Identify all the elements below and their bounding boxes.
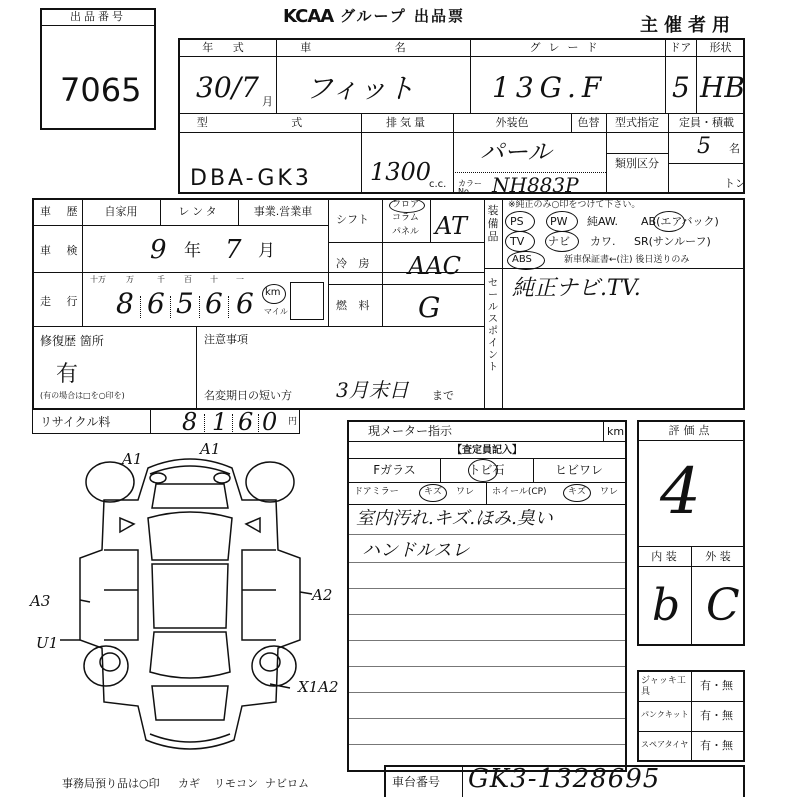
inspector-item-crack: ヒビワレ [554,463,603,477]
displacement-unit: c.c. [429,179,447,190]
ab-circle [653,211,685,232]
transfer-value: 3月末日 [336,378,409,402]
lot-number-box [40,8,156,130]
divider [691,670,692,762]
divider [178,56,745,57]
wheel-scratch-circle [563,484,591,502]
sales-point-label: セールスポイント [488,278,498,373]
divider [199,296,200,318]
divider [637,440,745,441]
inspection-label: 車 検 [40,244,84,257]
damage-mark: A2 [312,586,333,604]
chassis-value: GK3-1328695 [468,764,661,794]
model-value: DBA-GK3 [190,166,312,191]
capacity-unit: 名 [729,142,740,155]
mileage-digit: 6 [147,287,165,320]
divider [637,701,745,702]
sales-point-value: 純正ナビ.TV. [512,276,641,301]
equipment-leather[interactable]: カワ. [590,235,616,248]
exterior-value: C [706,580,740,631]
tool-spare-label: スペアタイヤ [641,740,689,749]
meter-label: 現メーター指示 [368,424,453,438]
car-name-value: フィット [305,72,415,105]
repair-label: 修復歴 箇所 [40,334,104,348]
divider [606,153,668,154]
divider [349,504,625,505]
displacement-label: 排気量 [386,116,428,129]
fuel-value: G [418,291,441,324]
divider [637,731,745,732]
abs-circle [507,251,545,270]
note-line [349,744,625,745]
mirror-scratch: キズ [424,487,442,497]
equipment-aw[interactable]: 純AW. [587,215,619,228]
mileage-label: 走 行 [40,295,84,308]
divider [328,198,329,326]
note-line [349,692,625,693]
equipment-navi[interactable]: ナビ [548,235,570,248]
divider [150,410,151,434]
load-unit: トン [724,177,746,190]
mileage-unit-10k: 万 [126,275,134,284]
caution-label: 注意事項 [204,333,248,346]
type-designation-label: 型式指定 [615,116,659,129]
door-label: ドア [669,41,692,54]
wheel-scratch: キズ [568,487,586,497]
organizer-label: 主催者用 [640,15,736,36]
interior-label: 内 装 [651,550,677,563]
year-value: 30/7 [196,71,259,104]
shift-label: シフト [336,213,369,226]
tool-jack-label: ジャッキ工具 [641,676,686,697]
history-option-rental[interactable]: レンタ [178,205,220,218]
tool-jack-value[interactable]: 有・無 [700,679,733,692]
group-logo: KCAA [283,6,334,27]
history-option-private[interactable]: 自家用 [104,205,138,218]
damage-mark: U1 [36,634,59,652]
divider [232,414,233,432]
divider [32,326,484,327]
divider [228,296,229,318]
shift-option-panel[interactable]: パネル [392,227,420,237]
equipment-note: ※純正のみ○印をつけて下さい。 [508,200,641,210]
capacity-value: 5 [697,134,711,159]
transfer-suffix: まで [432,389,454,402]
pw-circle [546,211,578,232]
color-value: パール [480,138,552,166]
transfer-label: 名変期日の短い方 [204,389,292,402]
model-label: 型 式 [196,116,343,129]
mile-label: マイル [264,307,288,316]
equipment-pw[interactable]: PW [550,215,568,228]
office-item-remote: リモコン [214,777,258,790]
shift-option-floor[interactable]: フロア [392,200,420,210]
mileage-unit-100k: 十万 [90,275,106,284]
equipment-abs[interactable]: ABS [512,254,532,265]
shape-value: HB [700,71,745,104]
office-note: 事務局預り品は○印 [62,777,160,790]
recycle-digit: 0 [262,408,278,436]
mileage-unit-1: 一 [236,275,244,284]
inspector-item-glass: Fガラス [373,463,416,477]
divider [430,198,431,242]
inspector-title: 【査定員記入】 [452,445,522,456]
divider [170,296,171,318]
mirror-label: ドアミラー [354,487,399,497]
equipment-ab[interactable]: AB(エアバック) [641,215,719,228]
shape-label: 形状 [709,41,732,54]
divider [347,441,627,442]
divider [140,296,141,318]
score-value: 4 [660,455,701,529]
equipment-ps[interactable]: PS [510,215,524,228]
mileage-digit: 5 [176,287,194,320]
recycle-digit: 8 [182,408,198,436]
tool-puncture-value[interactable]: 有・無 [700,709,733,722]
divider [603,420,604,441]
lot-label: 出品番号 [70,10,126,23]
km-label: km [265,287,281,298]
divider [502,198,503,410]
office-item-key: カギ [178,777,200,790]
note-line [349,718,625,719]
inspection-month-unit: 月 [258,241,275,261]
divider [196,326,197,410]
inspection-year: 9 [150,235,167,265]
grade-value: 13G.F [492,71,608,104]
door-value: 5 [672,71,690,104]
shift-floor-circle [389,198,425,213]
interior-value: b [652,580,681,631]
inspection-year-unit: 年 [184,241,201,261]
equipment-label: 装備品 [487,204,499,243]
color-no-value: NH883P [492,173,579,197]
repair-value: 有 [56,362,79,387]
note-line [349,666,625,667]
navi-circle [545,231,579,252]
inspector-item-chip: トビ石 [468,463,505,477]
tv-circle [505,231,535,252]
mileage-unit-1k: 千 [157,275,165,284]
wheel-label: ホイール(CP) [492,487,547,497]
note-line [349,534,625,535]
inspection-month: 7 [225,235,242,265]
wheel-crack: ワレ [600,487,619,497]
divider [258,414,259,432]
recycle-digit: 6 [238,408,254,436]
car-name-label: 車 名 [300,41,446,54]
shift-option-column[interactable]: コラム [392,213,419,223]
mirror-scratch-circle [419,484,447,502]
mileage-digit: 8 [116,287,134,320]
divider [328,284,484,285]
mirror-crack: ワレ [456,487,475,497]
office-item-navirom: ナビロム [265,777,309,790]
mileage-unit-10: 十 [210,275,218,284]
lot-number: 7065 [60,71,142,109]
equipment-warranty[interactable]: 新車保証書←(注) 後日送りのみ [564,255,690,265]
divider [462,765,463,797]
divider [668,163,745,164]
year-label: 年 式 [202,41,252,54]
divider [32,225,328,226]
score-label: 評価点 [668,424,714,437]
note-line [349,562,625,563]
tool-spare-value[interactable]: 有・無 [700,739,733,752]
divider [40,25,156,26]
exterior-label: 外 装 [705,550,731,563]
mileage-digit: 6 [205,287,223,320]
aircon-value: AAC [408,252,462,280]
damage-mark: X1A2 [298,678,339,696]
category-label: 類別区分 [615,157,659,170]
note-line [349,640,625,641]
fuel-label: 燃 料 [336,299,374,312]
recycle-unit: 円 [288,417,298,427]
tool-puncture-label: パンクキット [641,710,689,719]
note-line [349,614,625,615]
year-unit: 月 [262,95,273,108]
aircon-label: 冷 房 [336,257,374,270]
history-option-business[interactable]: 事業.営業車 [253,205,313,218]
color-no-label: カラーNo. [458,179,482,196]
divider [204,414,205,432]
meter-unit: km [607,425,625,438]
recycle-digit: 1 [212,408,228,436]
color-label: 外装色 [495,116,529,129]
group-title: グループ 出品票 [340,7,466,25]
divider [349,482,625,483]
inspector-note-1: 室内汚れ.キズ.ほみ.臭い [356,508,553,529]
grade-label: グレード [529,41,606,54]
chip-circle [468,459,498,482]
history-label: 車 歴 [40,205,84,218]
divider [178,132,745,133]
mileage-note-box [290,282,324,320]
car-damage-diagram [30,440,350,770]
mileage-digit: 6 [236,287,254,320]
displacement-value: 1300 [370,158,432,186]
divider [328,242,484,243]
color-change-label: 色替 [577,116,600,129]
divider [486,482,487,504]
damage-mark: A1 [122,450,143,468]
divider [178,113,745,114]
divider [382,198,383,326]
ps-circle [505,211,535,232]
mileage-unit-100: 百 [184,275,192,284]
shift-value: AT [435,212,468,240]
divider [484,198,485,410]
note-line [349,588,625,589]
equipment-tv[interactable]: TV [510,235,525,248]
repair-note: (有の場合は□を○印を) [40,391,125,400]
chassis-label: 車台番号 [392,775,441,789]
damage-mark: A3 [30,592,51,610]
damage-mark: A1 [200,440,221,458]
recycle-label: リサイクル料 [40,415,111,429]
inspector-note-2: ハンドルスレ [362,540,470,561]
equipment-sr[interactable]: SR(サンルーフ) [634,235,711,248]
capacity-label: 定員・積載 [679,116,734,129]
